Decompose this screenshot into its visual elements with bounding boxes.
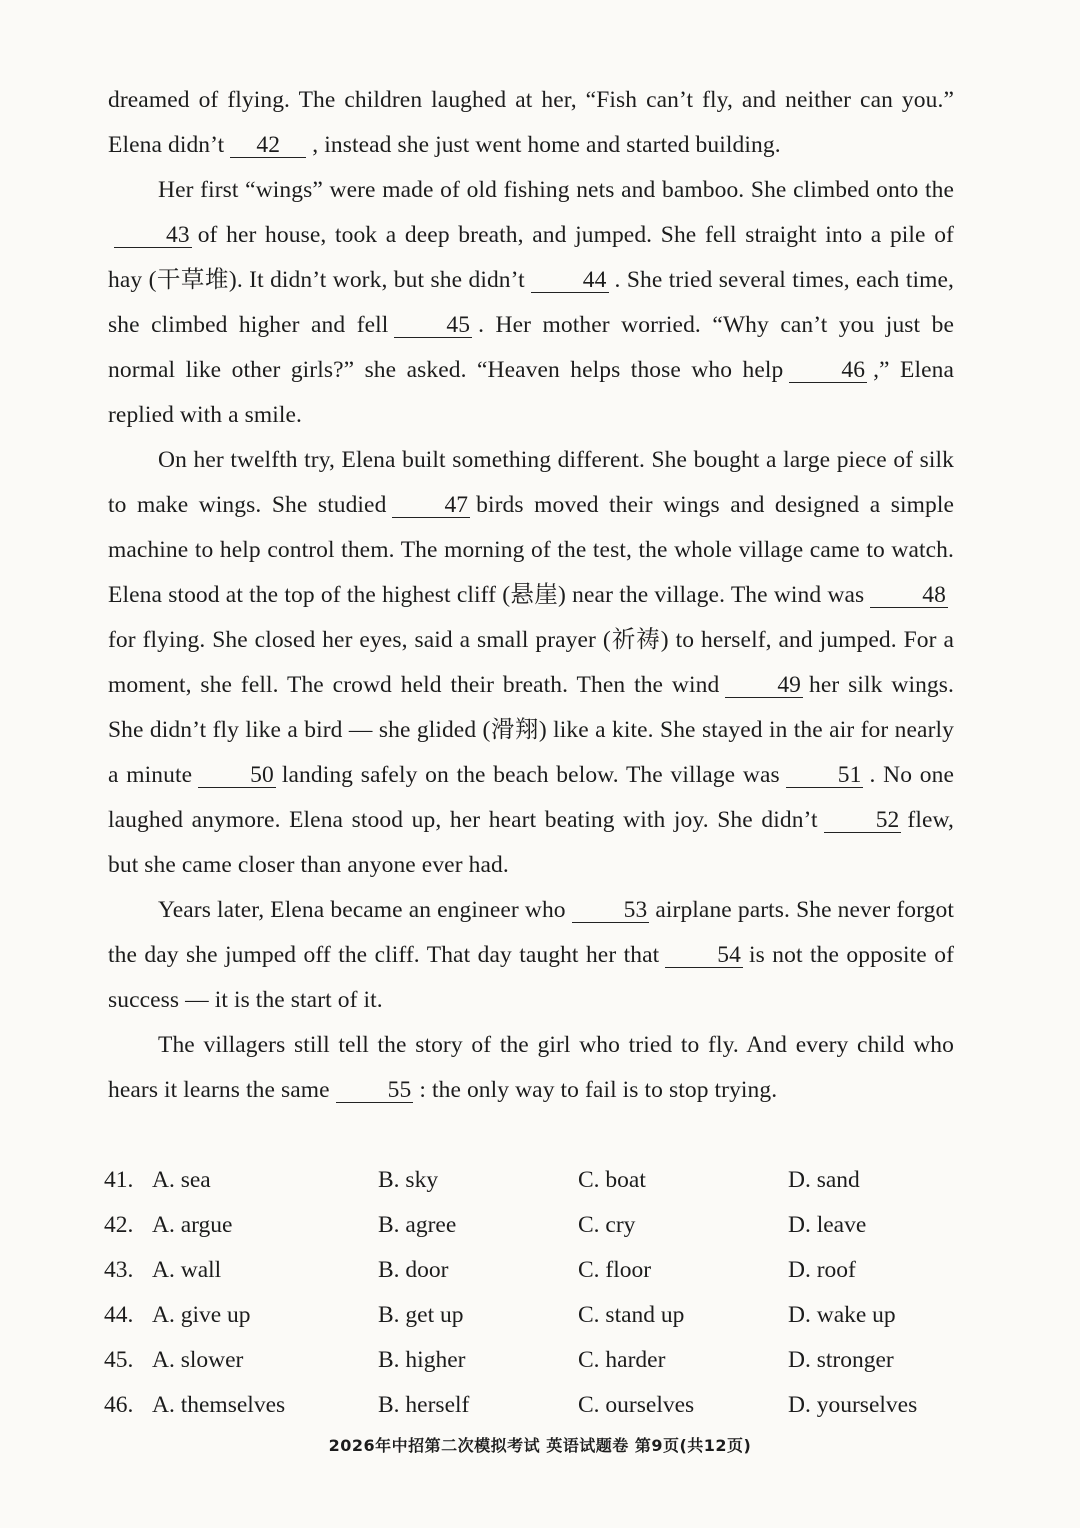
option-d: D. roof xyxy=(788,1257,856,1283)
option-c: C. cry xyxy=(578,1212,636,1238)
paragraph-3 xyxy=(108,438,954,888)
passage-text: flew, but she came closer than anyone ever had. xyxy=(108,807,954,878)
option-b: B. agree xyxy=(378,1212,457,1238)
passage-text: is not the opposite of success — it is the start of it. xyxy=(108,942,954,1013)
question-number: 44. xyxy=(104,1302,134,1328)
option-c: C. harder xyxy=(578,1347,666,1373)
passage-text: Years later, Elena became an engineer who xyxy=(158,897,566,923)
option-d: D. yourselves xyxy=(788,1392,918,1418)
option-d: D. stronger xyxy=(788,1347,894,1373)
passage-text: The villagers still tell the story of the girl who tried to fly. And every child who hears it learns the same xyxy=(108,1032,954,1103)
blank-53: 53 xyxy=(572,898,650,923)
option-c: C. ourselves xyxy=(578,1392,695,1418)
blank-44: 44 xyxy=(531,268,609,293)
passage-text: , instead she just went home and started building. xyxy=(312,132,781,158)
page-footer: 2026年中招第二次模拟考试 英语试题卷 第9页(共12页) xyxy=(328,1436,752,1455)
question-number: 43. xyxy=(104,1257,134,1283)
option-a: A. themselves xyxy=(152,1392,286,1418)
question-number: 46. xyxy=(104,1392,134,1418)
option-b: B. sky xyxy=(378,1167,439,1193)
question-number: 45. xyxy=(104,1347,134,1373)
question-row-46 xyxy=(104,1383,974,1428)
passage-text: airplane parts. She never forgot the day she jumped off the cliff. That day taught her that xyxy=(108,897,954,968)
cloze-passage xyxy=(108,78,954,1113)
answer-options xyxy=(104,1158,974,1428)
question-row-45 xyxy=(104,1338,974,1383)
question-row-43 xyxy=(104,1248,974,1293)
passage-text: of her house, took a deep breath, and jumped. She fell straight into a pile of hay (干草堆). It didn’t work, but she didn’t xyxy=(108,222,954,293)
passage-text: dreamed of flying. The children laughed at her, “Fish can’t fly, and neither can you.” Elena didn’t xyxy=(108,87,954,158)
option-d: D. wake up xyxy=(788,1302,896,1328)
blank-52: 52 xyxy=(824,808,902,833)
option-a: A. sea xyxy=(152,1167,211,1193)
blank-51: 51 xyxy=(786,763,864,788)
paragraph-2 xyxy=(108,168,954,438)
passage-text: : the only way to fail is to stop trying. xyxy=(419,1077,778,1103)
passage-text: . She tried several times, each time, she climbed higher and fell xyxy=(108,267,955,338)
passage-text: birds moved their wings and designed a simple machine to help control them. The morning of the test, the whole village came to watch. Elena stood at the top of the highest cliff (悬崖) near the village. The wind was xyxy=(108,492,954,608)
question-row-42 xyxy=(104,1203,974,1248)
option-b: B. higher xyxy=(378,1347,466,1373)
passage-text: . Her mother worried. “Why can’t you just be normal like other girls?” she asked. “Heaven helps those who help xyxy=(108,312,954,383)
option-d: D. sand xyxy=(788,1167,860,1193)
option-c: C. stand up xyxy=(578,1302,685,1328)
passage-text: Her first “wings” were made of old fishing nets and bamboo. She climbed onto the xyxy=(158,177,954,203)
blank-50: 50 xyxy=(198,763,276,788)
option-b: B. door xyxy=(378,1257,449,1283)
option-c: C. boat xyxy=(578,1167,646,1193)
blank-46: 46 xyxy=(789,358,867,383)
option-c: C. floor xyxy=(578,1257,652,1283)
option-a: A. argue xyxy=(152,1212,233,1238)
blank-45: 45 xyxy=(394,313,472,338)
blank-48: 48 xyxy=(870,583,948,608)
option-b: B. herself xyxy=(378,1392,470,1418)
question-row-41 xyxy=(104,1158,974,1203)
question-number: 41. xyxy=(104,1167,134,1193)
passage-text: for flying. She closed her eyes, said a small prayer (祈祷) to herself, and jumped. For a moment, she fell. The crowd held their breath. Then the wind xyxy=(108,627,954,698)
blank-49: 49 xyxy=(725,673,803,698)
option-b: B. get up xyxy=(378,1302,464,1328)
blank-42: 42 xyxy=(230,133,306,158)
passage-text: . No one laughed anymore. Elena stood up, her heart beating with joy. She didn’t xyxy=(108,762,955,833)
paragraph-4 xyxy=(108,888,954,1023)
blank-55: 55 xyxy=(336,1078,414,1103)
question-row-44 xyxy=(104,1293,974,1338)
paragraph-1 xyxy=(108,78,954,168)
passage-text: her silk wings. She didn’t fly like a bird — she glided (滑翔) like a kite. She stayed in the air for nearly a minute xyxy=(108,672,954,788)
blank-54: 54 xyxy=(665,943,743,968)
passage-text: On her twelfth try, Elena built something different. She bought a large piece of silk to make wings. She studied xyxy=(108,447,954,518)
option-a: A. wall xyxy=(152,1257,222,1283)
passage-text: landing safely on the beach below. The village was xyxy=(281,762,780,788)
paragraph-5 xyxy=(108,1023,954,1113)
question-number: 42. xyxy=(104,1212,134,1238)
option-d: D. leave xyxy=(788,1212,867,1238)
blank-43: 43 xyxy=(114,223,192,248)
option-a: A. slower xyxy=(152,1347,244,1373)
passage-text: ,” Elena replied with a smile. xyxy=(108,357,954,428)
option-a: A. give up xyxy=(152,1302,251,1328)
blank-47: 47 xyxy=(392,493,470,518)
